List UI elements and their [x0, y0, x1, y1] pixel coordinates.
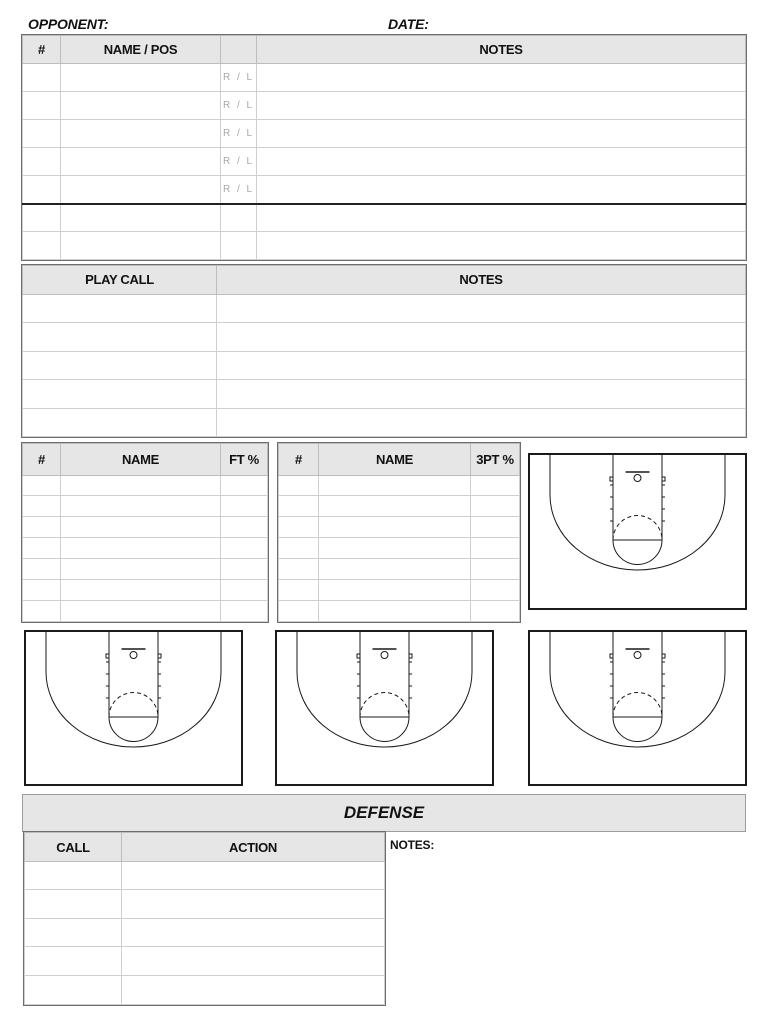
roster-row [23, 120, 746, 148]
three-cell[interactable] [279, 559, 319, 580]
ft-cell[interactable] [23, 601, 61, 622]
ft-cell[interactable] [61, 580, 221, 601]
play-row [23, 294, 746, 323]
play-cell[interactable] [23, 323, 217, 352]
lane-block-right [662, 654, 665, 658]
roster-header-number: # [23, 36, 61, 64]
play-row [23, 408, 746, 437]
lane-block-left [610, 654, 613, 658]
roster-cell[interactable] [257, 204, 746, 232]
three-cell[interactable] [279, 476, 319, 496]
roster-row [23, 204, 746, 232]
defense-cell[interactable] [122, 976, 385, 1005]
lane-block-right [662, 477, 665, 481]
half-court-drawing [277, 632, 492, 784]
defense-header-call: CALL [25, 833, 122, 862]
free-throw-circle-dashed [613, 693, 662, 718]
roster-cell[interactable] [23, 92, 61, 120]
roster-row [23, 176, 746, 204]
roster-cell[interactable] [257, 120, 746, 148]
ft-cell[interactable] [23, 496, 61, 517]
ft-cell[interactable] [221, 476, 268, 496]
roster-cell[interactable] [23, 120, 61, 148]
half-court-drawing [530, 455, 745, 608]
three-cell[interactable] [471, 496, 520, 517]
ft-cell[interactable] [221, 580, 268, 601]
ft-cell[interactable] [61, 476, 221, 496]
roster-cell[interactable] [23, 148, 61, 176]
play-cell[interactable] [217, 380, 746, 409]
ft-row [23, 496, 268, 517]
lane-block-left [610, 477, 613, 481]
opponent-label: OPPONENT: [28, 16, 109, 32]
roster-cell[interactable] [61, 64, 221, 92]
roster-cell[interactable] [61, 176, 221, 204]
free-throw-circle [109, 717, 158, 742]
three-cell[interactable] [279, 538, 319, 559]
roster-cell[interactable] [23, 64, 61, 92]
three-row [279, 559, 520, 580]
free-throw-circle-dashed [360, 693, 409, 718]
free-throw-lane [109, 632, 158, 717]
court-diagram[interactable] [528, 630, 747, 786]
defense-cell[interactable] [25, 976, 122, 1005]
ft-row [23, 580, 268, 601]
ft-cell[interactable] [23, 580, 61, 601]
defense-row [25, 976, 385, 1005]
three-header-number: # [279, 444, 319, 476]
free-throw-lane [360, 632, 409, 717]
hand-marker: R / L [221, 120, 257, 148]
free-throw-circle [360, 717, 409, 742]
ft-cell[interactable] [221, 538, 268, 559]
free-throw-lane [613, 455, 662, 540]
half-court-drawing [530, 632, 745, 784]
ft-row [23, 601, 268, 622]
three-cell[interactable] [319, 517, 471, 538]
defense-row [25, 919, 385, 947]
ft-cell[interactable] [61, 538, 221, 559]
play-cell[interactable] [23, 380, 217, 409]
roster-row [23, 148, 746, 176]
play-row [23, 323, 746, 352]
ft-cell[interactable] [61, 559, 221, 580]
three-row [279, 496, 520, 517]
rim [130, 652, 137, 659]
three-cell[interactable] [319, 601, 471, 622]
defense-cell[interactable] [122, 862, 385, 890]
roster-row [23, 92, 746, 120]
defense-title: DEFENSE [22, 794, 746, 832]
court-diagram[interactable] [275, 630, 494, 786]
ft-cell[interactable] [23, 559, 61, 580]
free-throw-table [22, 443, 268, 622]
lane-block-left [106, 654, 109, 658]
hand-marker: R / L [221, 176, 257, 204]
three-header-pct: 3PT % [471, 444, 520, 476]
play-cell[interactable] [23, 294, 217, 323]
three-cell[interactable] [319, 496, 471, 517]
play-cell[interactable] [217, 323, 746, 352]
ft-row [23, 538, 268, 559]
three-cell[interactable] [279, 580, 319, 601]
defense-header-action: ACTION [122, 833, 385, 862]
rim [381, 652, 388, 659]
play-cell[interactable] [23, 351, 217, 380]
roster-header-hand [221, 36, 257, 64]
defense-cell[interactable] [25, 890, 122, 919]
ft-cell[interactable] [61, 496, 221, 517]
roster-cell[interactable] [61, 148, 221, 176]
ft-cell[interactable] [23, 517, 61, 538]
free-throw-circle-dashed [109, 693, 158, 718]
free-throw-circle [613, 717, 662, 742]
defense-row [25, 947, 385, 976]
three-cell[interactable] [471, 580, 520, 601]
three-header-name: NAME [319, 444, 471, 476]
free-throw-lane [613, 632, 662, 717]
lane-block-right [158, 654, 161, 658]
roster-table [22, 35, 746, 260]
roster-cell[interactable] [23, 204, 61, 232]
defense-notes-label: NOTES: [390, 838, 435, 852]
rim [634, 652, 641, 659]
court-diagram[interactable] [24, 630, 243, 786]
hand-marker: R / L [221, 148, 257, 176]
roster-cell[interactable] [257, 232, 746, 260]
three-cell[interactable] [471, 476, 520, 496]
play-cell[interactable] [23, 408, 217, 437]
three-row [279, 580, 520, 601]
play-cell[interactable] [217, 351, 746, 380]
roster-cell[interactable] [61, 92, 221, 120]
defense-cell[interactable] [25, 862, 122, 890]
defense-cell[interactable] [122, 890, 385, 919]
ft-header-pct: FT % [221, 444, 268, 476]
roster-cell[interactable] [23, 232, 61, 260]
roster-cell[interactable] [221, 232, 257, 260]
roster-cell[interactable] [257, 148, 746, 176]
ft-row [23, 517, 268, 538]
court-diagram[interactable] [528, 453, 747, 610]
ft-cell[interactable] [23, 476, 61, 496]
ft-cell[interactable] [221, 559, 268, 580]
defense-cell[interactable] [25, 919, 122, 947]
three-cell[interactable] [279, 601, 319, 622]
ft-cell[interactable] [221, 517, 268, 538]
three-point-table [278, 443, 520, 622]
defense-cell[interactable] [25, 947, 122, 976]
three-row [279, 517, 520, 538]
three-cell[interactable] [471, 538, 520, 559]
three-cell[interactable] [279, 496, 319, 517]
ft-cell[interactable] [61, 601, 221, 622]
hand-marker: R / L [221, 92, 257, 120]
three-cell[interactable] [319, 538, 471, 559]
three-row [279, 476, 520, 496]
defense-cell[interactable] [122, 947, 385, 976]
roster-cell[interactable] [23, 176, 61, 204]
roster-cell[interactable] [61, 120, 221, 148]
play-header-notes: NOTES [217, 266, 746, 295]
half-court-drawing [26, 632, 241, 784]
ft-cell[interactable] [221, 601, 268, 622]
roster-cell[interactable] [257, 64, 746, 92]
roster-cell[interactable] [257, 176, 746, 204]
play-header-call: PLAY CALL [23, 266, 217, 295]
roster-cell[interactable] [221, 204, 257, 232]
three-cell[interactable] [471, 517, 520, 538]
roster-header-name-pos: NAME / POS [61, 36, 221, 64]
three-cell[interactable] [471, 559, 520, 580]
ft-row [23, 559, 268, 580]
roster-cell[interactable] [257, 92, 746, 120]
roster-cell[interactable] [61, 232, 221, 260]
defense-table [24, 832, 385, 1005]
roster-row [23, 64, 746, 92]
play-call-table [22, 265, 746, 437]
free-throw-circle-dashed [613, 516, 662, 541]
ft-header-number: # [23, 444, 61, 476]
play-row [23, 351, 746, 380]
roster-row [23, 232, 746, 260]
roster-cell[interactable] [61, 204, 221, 232]
roster-header-notes: NOTES [257, 36, 746, 64]
play-row [23, 380, 746, 409]
play-cell[interactable] [217, 408, 746, 437]
free-throw-circle [613, 540, 662, 565]
defense-cell[interactable] [122, 919, 385, 947]
ft-cell[interactable] [221, 496, 268, 517]
three-row [279, 538, 520, 559]
ft-cell[interactable] [61, 517, 221, 538]
play-cell[interactable] [217, 294, 746, 323]
ft-cell[interactable] [23, 538, 61, 559]
lane-block-left [357, 654, 360, 658]
lane-block-right [409, 654, 412, 658]
three-cell[interactable] [471, 601, 520, 622]
date-label: DATE: [388, 16, 429, 32]
rim [634, 475, 641, 482]
defense-row [25, 862, 385, 890]
defense-row [25, 890, 385, 919]
three-cell[interactable] [319, 580, 471, 601]
ft-row [23, 476, 268, 496]
ft-header-name: NAME [61, 444, 221, 476]
hand-marker: R / L [221, 64, 257, 92]
three-row [279, 601, 520, 622]
three-cell[interactable] [319, 476, 471, 496]
three-cell[interactable] [319, 559, 471, 580]
three-cell[interactable] [279, 517, 319, 538]
